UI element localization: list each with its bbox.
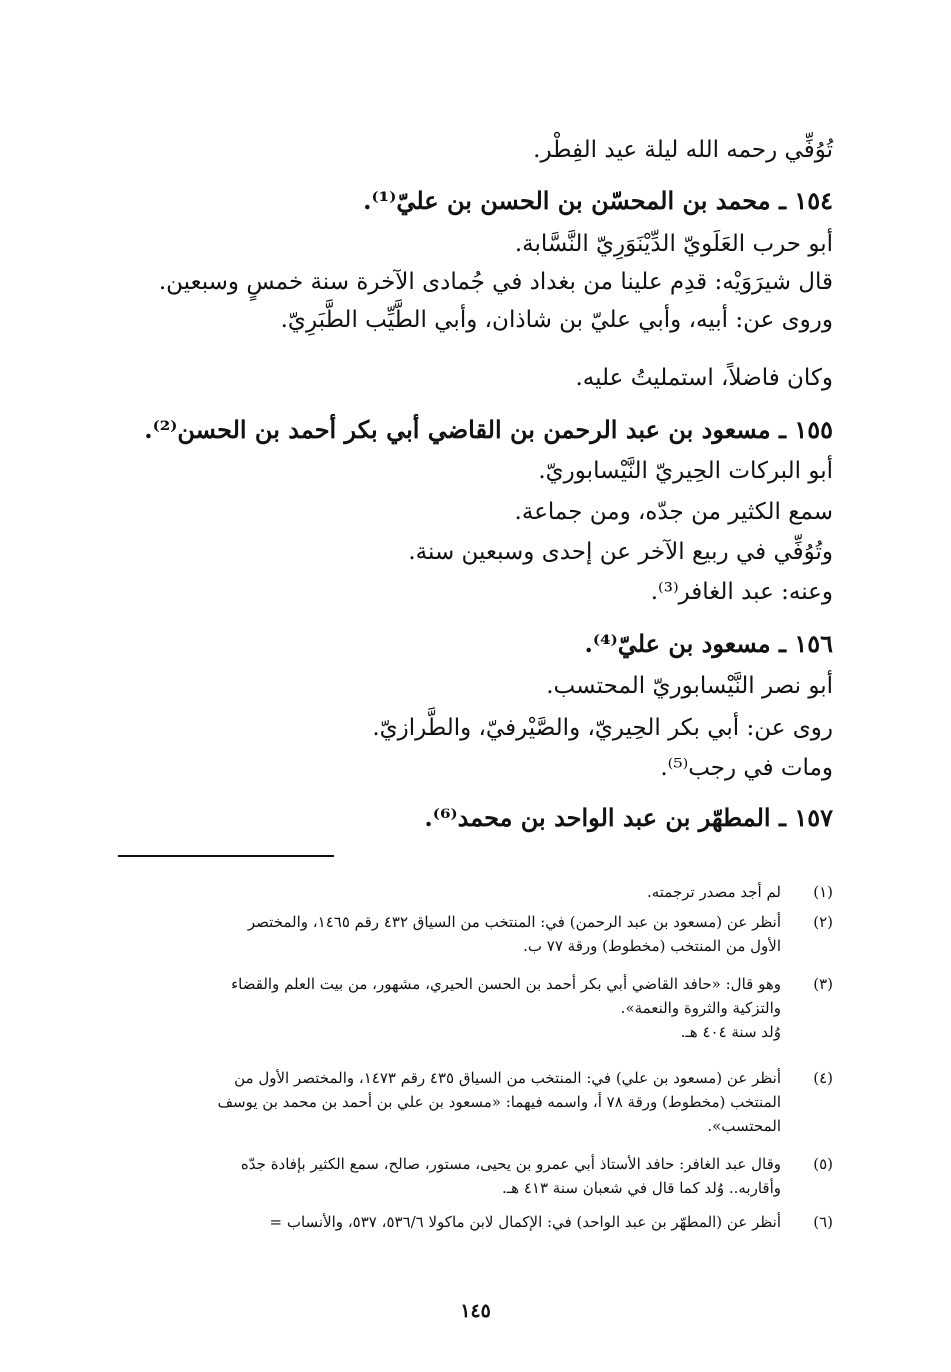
entry-heading-155: ١٥٥ ـ مسعود بن عبد الرحمن بن القاضي أبي بكر أحمد بن الحسن⁽²⁾.: [144, 415, 833, 444]
entry-heading-157: ١٥٧ ـ المطهّر بن عبد الواحد بن محمد⁽⁶⁾.: [424, 803, 833, 832]
footnote-line: أنظر عن (المطهّر بن عبد الواحد) في: الإكمال لابن ماكولا ٥٣٦/٦، ٥٣٧، والأنساب =: [269, 1213, 781, 1231]
text-line: وتُوُفِّي في ربيع الآخر عن إحدى وسبعين سنة.: [408, 539, 833, 565]
page-number: ١٤٥: [460, 1300, 491, 1322]
footnote-number: (٢): [813, 913, 833, 931]
footnote-line: وُلد سنة ٤٠٤ هـ.: [680, 1023, 781, 1041]
footnote-line: أنظر عن (مسعود بن عبد الرحمن) في: المنتخب من السياق ٤٣٢ رقم ١٤٦٥، والمختصر: [247, 913, 781, 931]
text-line: وروى عن: أبيه، وأبي عليّ بن شاذان، وأبي الطَّيِّب الطَّبَرِيّ.: [280, 307, 833, 333]
footnote-line: لم أجد مصدر ترجمته.: [646, 883, 781, 901]
footnote-line: وهو قال: «حافد القاضي أبي بكر أحمد بن الحسن الحيري، مشهور، من بيت العلم والقضاء: [231, 975, 781, 993]
text-line: تُوُفِّي رحمه الله ليلة عيد الفِطْر.: [533, 137, 833, 163]
footnote-4: [110, 1066, 833, 1138]
footnote-3: [110, 972, 833, 1044]
footnote-line: والتزكية والثروة والنعمة».: [620, 999, 781, 1017]
entry-heading-156: ١٥٦ ـ مسعود بن عليّ⁽⁴⁾.: [584, 629, 833, 658]
text-line: ومات في رجب⁽⁵⁾.: [660, 755, 833, 781]
footnote-number: (٥): [813, 1155, 833, 1173]
footnote-1: [110, 880, 833, 904]
footnote-line: المحتسب».: [707, 1117, 781, 1135]
text-line: وعنه: عبد الغافر⁽³⁾.: [650, 579, 833, 605]
text-line: روى عن: أبي بكر الحِيريّ، والصَّيْرفيّ، والطَّرازيّ.: [372, 715, 833, 741]
footnote-2: [110, 910, 833, 958]
footnote-number: (٤): [813, 1069, 833, 1087]
footnote-line: المنتخب (مخطوط) ورقة ٧٨ أ، واسمه فيهما: «مسعود بن علي بن أحمد بن محمد بن يوسف: [217, 1093, 781, 1111]
footnote-number: (٣): [813, 975, 833, 993]
footnote-separator: [118, 855, 334, 857]
footnote-line: وقال عبد الغافر: حافد الأستاذ أبي عمرو بن يحيى، مستور، صالح، سمع الكثير بإفادة جدّه: [240, 1155, 781, 1173]
text-line: أبو حرب العَلَويّ الدِّيْنَوَرِيّ النَّسَّابة.: [514, 231, 833, 257]
footnote-number: (١): [813, 883, 833, 901]
footnote-6: [110, 1210, 833, 1234]
text-line: وكان فاضلاً، استمليتُ عليه.: [575, 365, 833, 391]
footnote-line: أنظر عن (مسعود بن علي) في: المنتخب من السياق ٤٣٥ رقم ١٤٧٣، والمختصر الأول من: [234, 1069, 781, 1087]
footnote-line: وأقاربه.. وُلد كما قال في شعبان سنة ٤١٣ هـ.: [502, 1179, 781, 1197]
footnote-5: [110, 1152, 833, 1200]
entry-heading-154: ١٥٤ ـ محمد بن المحسّن بن الحسن بن عليّ⁽¹⁾.: [363, 186, 833, 215]
text-line: سمع الكثير من جدّه، ومن جماعة.: [514, 499, 833, 525]
text-line: قال شيرَوَيْه: قدِم علينا من بغداد في جُمادى الآخرة سنة خمسٍ وسبعين.: [158, 269, 833, 295]
text-line: أبو البركات الحِيريّ النَّيْسابوريّ.: [538, 458, 833, 484]
footnote-line: الأول من المنتخب (مخطوط) ورقة ٧٧ ب.: [523, 937, 781, 955]
text-line: أبو نصر النَّيْسابوريّ المحتسب.: [546, 673, 833, 699]
footnote-number: (٦): [813, 1213, 833, 1231]
